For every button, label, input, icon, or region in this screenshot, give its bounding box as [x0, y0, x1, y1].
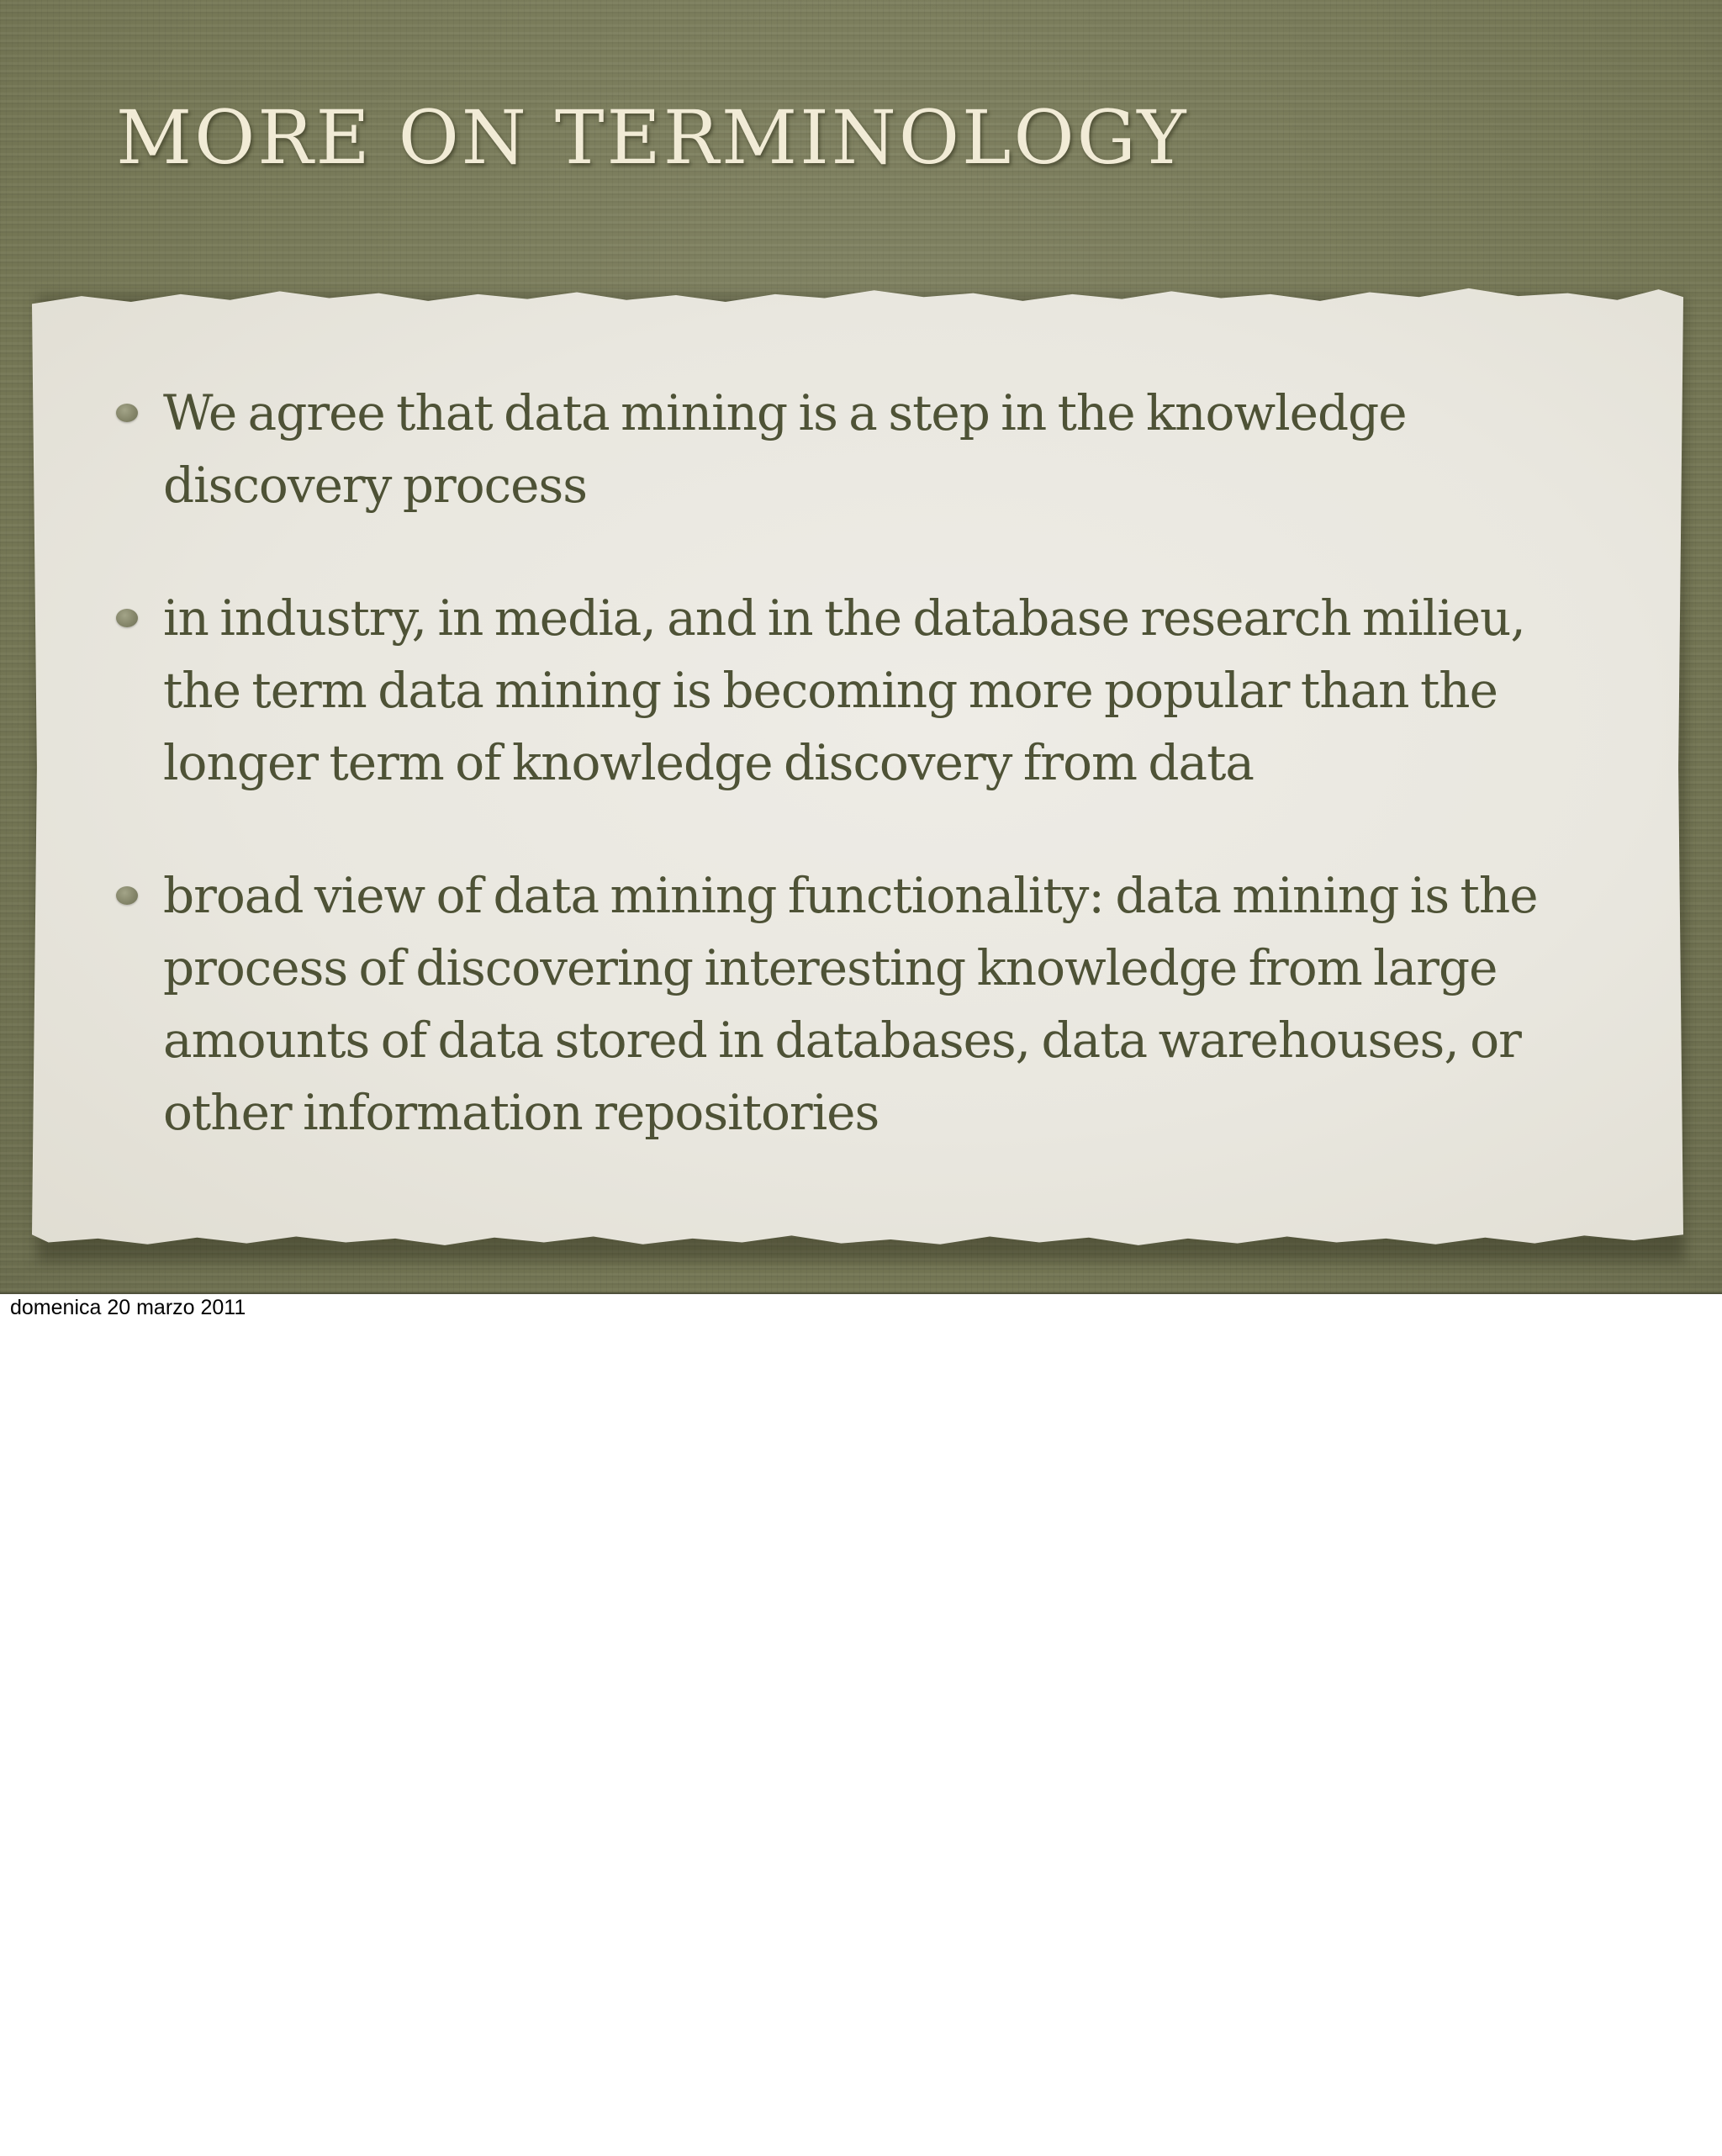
bullet-text: broad view of data mining functionality: data mining is the process of discovering interesting knowledge from large amounts of data stored in databases, data warehouses, or other information repositories [163, 867, 1538, 1141]
bullet-text: We agree that data mining is a step in the knowledge discovery process [163, 384, 1407, 514]
bullet-item [163, 859, 1593, 1149]
bullet-dot-icon [116, 609, 138, 627]
bullet-item [163, 377, 1593, 521]
bullet-list [163, 377, 1593, 1149]
bullet-text: in industry, in media, and in the database research milieu, the term data mining is becoming more popular than the longer term of knowledge discovery from data [163, 589, 1525, 791]
bullet-item [163, 582, 1593, 799]
date-caption: domenica 20 marzo 2011 [10, 1296, 246, 1319]
bullet-dot-icon [116, 886, 138, 905]
bullet-dot-icon [116, 404, 138, 422]
slide-title: MORE ON TERMINOLOGY [116, 94, 1189, 181]
